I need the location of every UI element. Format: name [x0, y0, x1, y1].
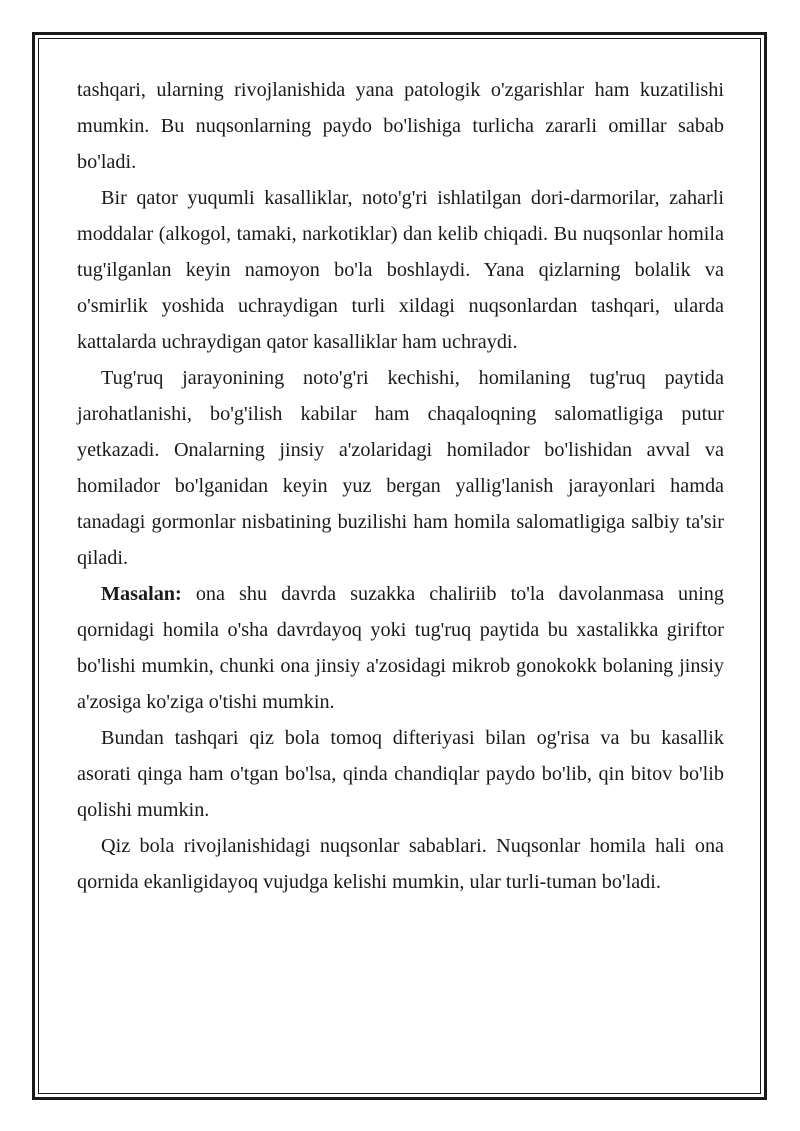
paragraph-lead-label: Masalan:	[101, 583, 182, 605]
paragraph-3: Tug'ruq jarayonining noto'g'ri kechishi, homilaning tug'ruq paytida jarohatlanishi, bo'g'ilish kabilar ham chaqaloqning salomatligiga putur yetkazadi. Onalarning jinsiy a'zolaridagi homilador bo'lishidan avval va homilador bo'lganidan keyin yuz bergan yallig'lanish jarayonlari hamda tanadagi gormonlar nisbatining buzilishi ham homila salomatligiga salbiy ta'sir qiladi.	[77, 367, 724, 569]
paragraph-4-text: ona shu davrda suzakka chaliriib to'la davolanmasa uning qornidagi homila o'sha davrdayoq yoki tug'ruq paytida bu xastalikka giriftor bo'lishi mumkin, chunki ona jinsiy a'zosidagi mikrob gonokokk bolaning jinsiy a'zosiga ko'ziga o'tishi mumkin.	[77, 583, 724, 713]
paragraph-1: tashqari, ularning rivojlanishida yana patologik o'zgarishlar ham kuzatilishi mumkin. Bu nuqsonlarning paydo bo'lishiga turlicha zararli omillar sabab bo'ladi.	[77, 79, 724, 173]
paragraph-6: Qiz bola rivojlanishidagi nuqsonlar sabablari. Nuqsonlar homila hali ona qornida ekanligidayoq vujudga kelishi mumkin, ular turli-tuman bo'ladi.	[77, 835, 724, 893]
paragraph-5: Bundan tashqari qiz bola tomoq difteriyasi bilan og'risa va bu kasallik asorati qinga ham o'tgan bo'lsa, qinda chandiqlar paydo bo'lib, qin bitov bo'lib qolishi mumkin.	[77, 727, 724, 821]
paragraph-2: Bir qator yuqumli kasalliklar, noto'g'ri ishlatilgan dori-darmorilar, zaharli moddalar (alkogol, tamaki, narkotiklar) dan kelib chiqadi. Bu nuqsonlar homila tug'ilganlan keyin namoyon bo'la boshlaydi. Yana qizlarning bolalik va o'smirlik yoshida uchraydigan turli xildagi nuqsonlardan tashqari, ularda kattalarda uchraydigan qator kasalliklar ham uchraydi.	[77, 187, 724, 353]
paragraph-4	[77, 576, 724, 720]
document-body	[77, 72, 724, 900]
